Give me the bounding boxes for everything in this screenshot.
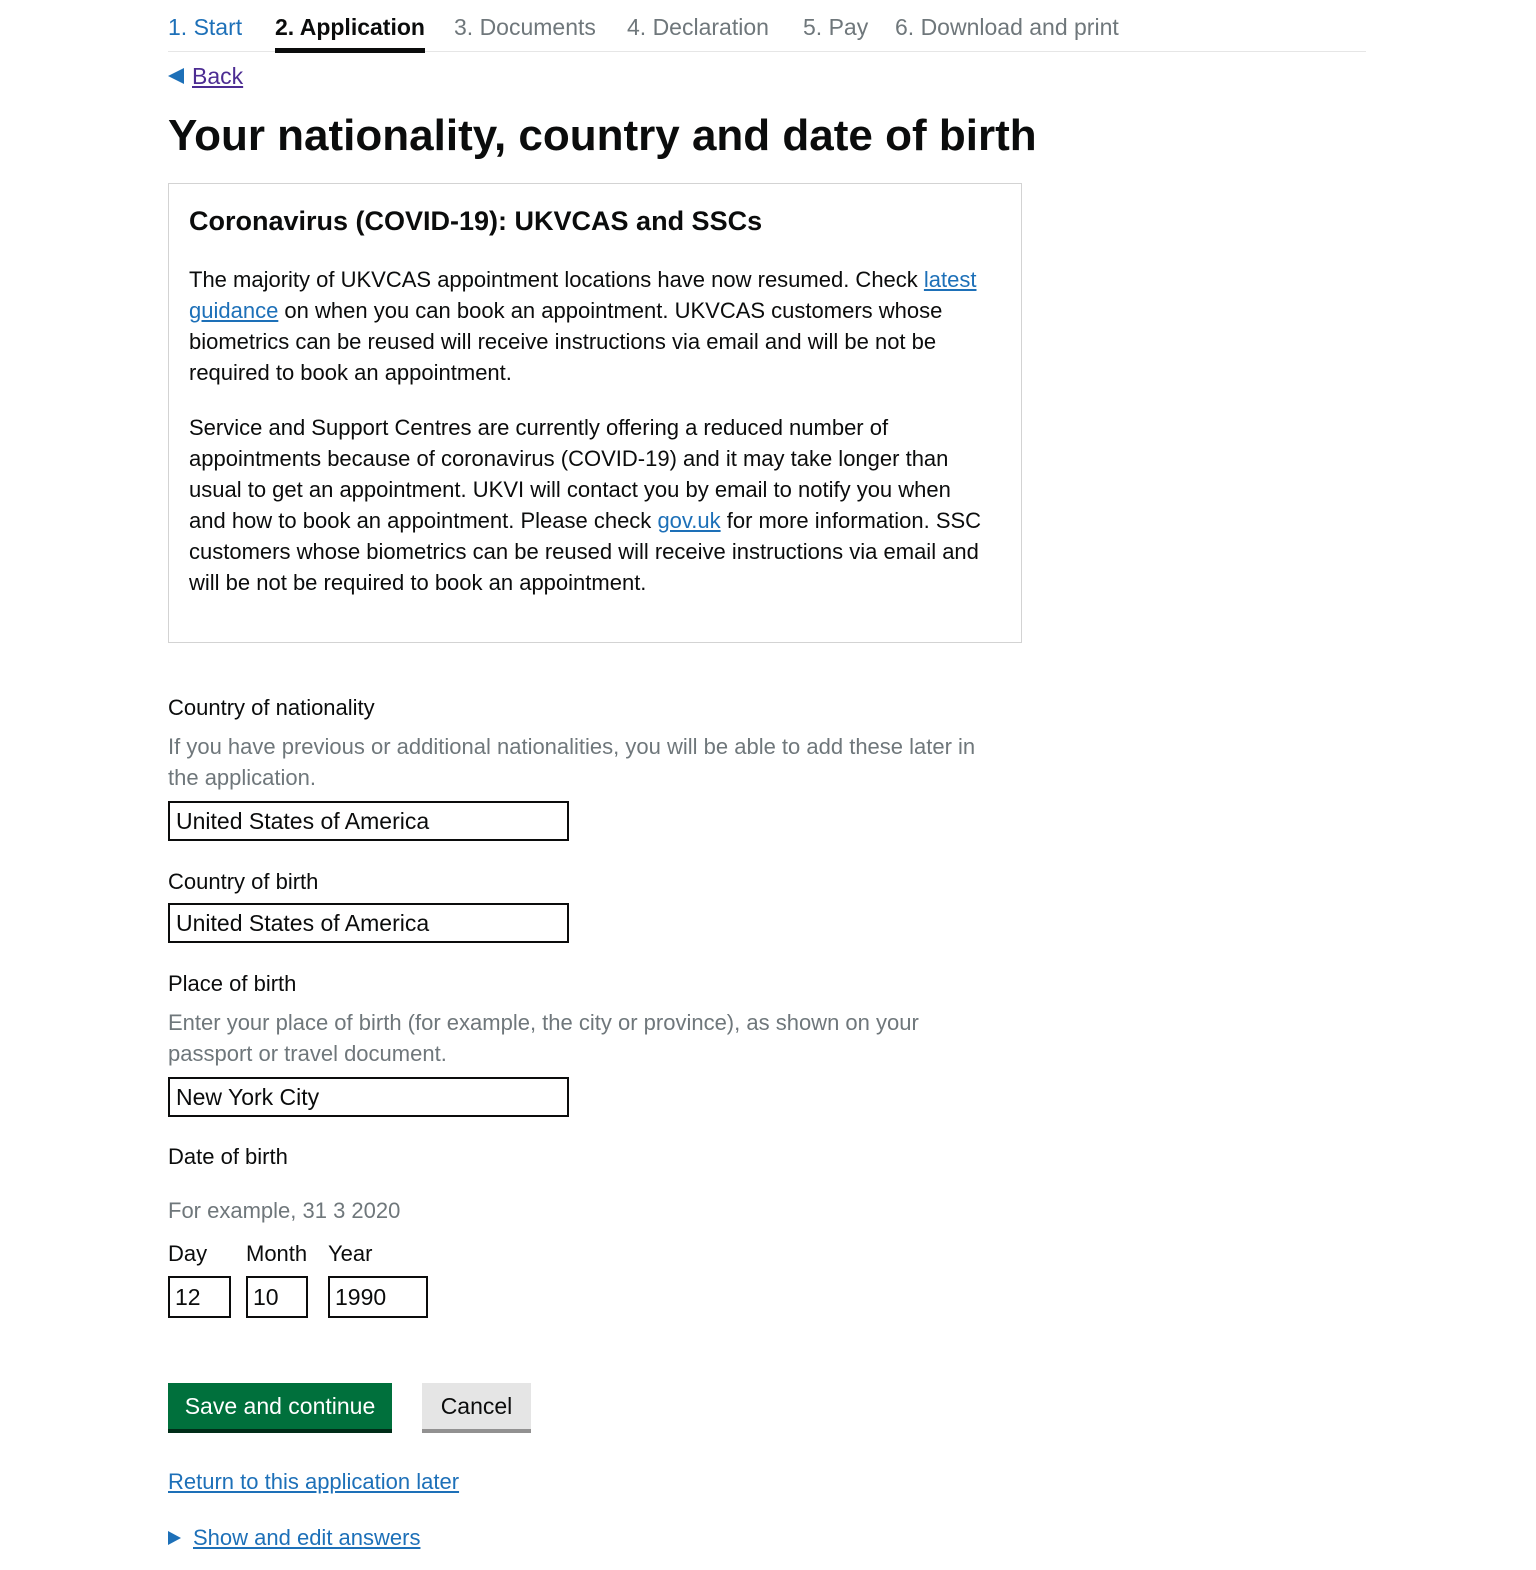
dob-year-label: Year xyxy=(328,1241,373,1266)
birth-place-label: Place of birth xyxy=(168,971,297,996)
step-application: 2. Application xyxy=(275,14,425,40)
notice-text: The majority of UKVCAS appointment locations have now resumed. Check xyxy=(189,267,924,292)
notice-paragraph-1 xyxy=(189,264,989,388)
dob-month-input[interactable]: 10 xyxy=(246,1276,308,1318)
page-container xyxy=(168,0,1366,1550)
notice-text: Service and Support Centres are currently offering a reduced number of appointments because of coronavirus (COVID-19) and it may take longer than usual to get an appointment. UKVI will contact you by email to notify you when and how to book an appointment. Please check xyxy=(189,415,951,533)
notice-paragraph-2 xyxy=(189,412,989,598)
step-start[interactable]: 1. Start xyxy=(168,14,243,40)
nationality-label: Country of nationality xyxy=(168,695,375,720)
birth-country-input[interactable]: United States of America xyxy=(168,903,569,943)
show-answers-toggle[interactable] xyxy=(168,1524,420,1552)
cancel-button[interactable]: Cancel xyxy=(422,1383,531,1429)
nationality-hint: If you have previous or additional nationalities, you will be able to add these later in the application. xyxy=(168,734,976,790)
notice-text: on when you can book an appointment. UKVCAS customers whose biometrics can be reused will receive instructions via email and will be not be required to book an appointment. xyxy=(189,298,943,385)
dob-hint: For example, 31 3 2020 xyxy=(168,1198,401,1223)
step-documents: 3. Documents xyxy=(454,14,596,40)
triangle-right-icon xyxy=(168,1531,181,1545)
dob-month-label: Month xyxy=(246,1241,308,1266)
show-answers-label: Show and edit answers xyxy=(193,1525,421,1550)
gov-uk-link[interactable]: gov.uk xyxy=(657,508,721,533)
birth-country-label: Country of birth xyxy=(168,869,319,894)
dob-label: Date of birth xyxy=(168,1144,288,1169)
nationality-input[interactable]: United States of America xyxy=(168,801,569,841)
dob-year-input[interactable]: 1990 xyxy=(328,1276,428,1318)
back-link-label: Back xyxy=(192,63,244,89)
dob-day-label: Day xyxy=(168,1241,208,1266)
save-and-continue-button[interactable]: Save and continue xyxy=(168,1383,392,1429)
notice-heading: Coronavirus (COVID-19): UKVCAS and SSCs xyxy=(189,206,763,236)
latest-guidance-link[interactable]: latest guidance xyxy=(189,267,977,323)
step-declaration: 4. Declaration xyxy=(627,14,769,40)
step-download-print: 6. Download and print xyxy=(895,14,1119,40)
back-link[interactable] xyxy=(168,62,243,90)
birth-place-input[interactable]: New York City xyxy=(168,1077,569,1117)
step-pay: 5. Pay xyxy=(803,14,869,40)
progress-steps xyxy=(168,0,1366,52)
dob-day-input[interactable]: 12 xyxy=(168,1276,231,1318)
covid-notice xyxy=(168,183,1022,643)
back-arrow-icon xyxy=(168,68,184,84)
page-title: Your nationality, country and date of birth xyxy=(168,111,1037,160)
return-later-link[interactable]: Return to this application later xyxy=(168,1469,460,1494)
notice-text: for more information. SSC customers whose biometrics can be reused will receive instructions via email and will be not be required to book an appointment. xyxy=(189,508,982,595)
birth-place-hint: Enter your place of birth (for example, the city or province), as shown on your passport or travel document. xyxy=(168,1010,919,1066)
